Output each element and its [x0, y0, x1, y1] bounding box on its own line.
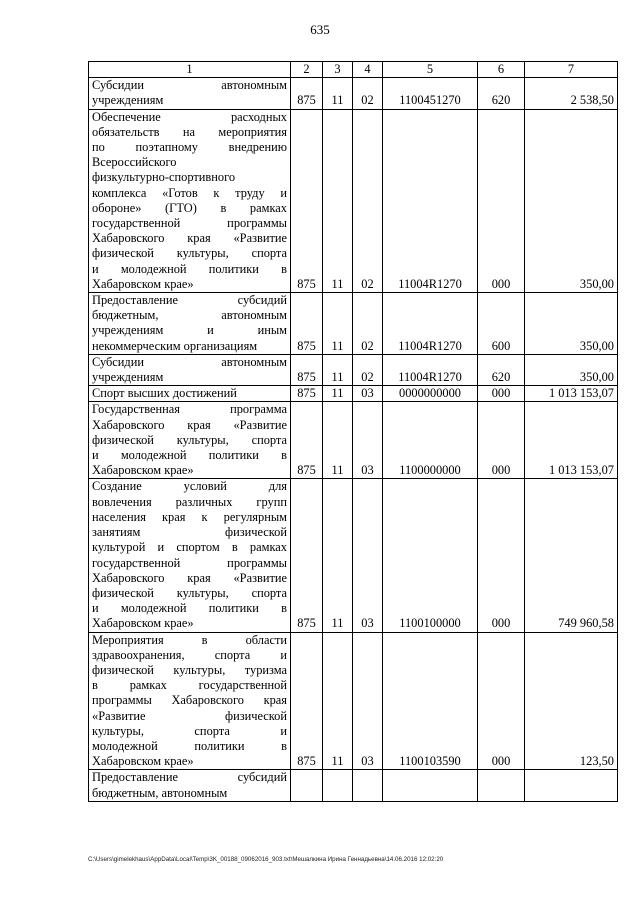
row-name-line: физической культуры, спорта: [92, 246, 287, 261]
row-name-line: культуры, спорта и: [92, 723, 287, 738]
row-name-line: Хабаровском крае»: [92, 754, 194, 769]
column-header: 5: [383, 62, 478, 78]
column-header: 4: [353, 62, 383, 78]
target-article-cell: 11004R1270: [383, 293, 478, 355]
row-name-cell: [89, 402, 291, 479]
row-name-line: обороне» (ГТО) в рамках: [92, 200, 287, 215]
page-number: 635: [310, 22, 330, 37]
row-name-cell: [89, 386, 291, 402]
table-row: [89, 293, 618, 355]
section-cell: 11: [323, 386, 353, 402]
expense-type-cell: 620: [478, 78, 525, 109]
target-article-cell: 1100000000: [383, 402, 478, 479]
expense-type-cell: 600: [478, 293, 525, 355]
target-article-cell: 0000000000: [383, 386, 478, 402]
column-header: 1: [89, 62, 291, 78]
table-row: [89, 78, 618, 109]
row-name-line: занятиям физической: [92, 525, 287, 540]
row-name-cell: [89, 632, 291, 770]
subsection-cell: 02: [353, 354, 383, 385]
column-header: 7: [525, 62, 618, 78]
row-name-line: Субсидии автономным: [92, 354, 287, 369]
row-name-line: программы Хабаровского края: [92, 693, 287, 708]
subsection-cell: 02: [353, 293, 383, 355]
amount-cell: [525, 770, 618, 801]
table-body: [89, 78, 618, 802]
section-cell: 11: [323, 354, 353, 385]
target-article-cell: 1100451270: [383, 78, 478, 109]
row-name-cell: [89, 770, 291, 801]
grbs-cell: 875: [291, 479, 323, 632]
row-name-line: населения края к регулярным: [92, 509, 287, 524]
grbs-cell: 875: [291, 386, 323, 402]
row-name-line: Хабаровского края «Развитие: [92, 570, 287, 585]
table-row: [89, 386, 618, 402]
row-name-line: государственной программы: [92, 216, 287, 231]
row-name-line: в рамках государственной: [92, 678, 287, 693]
target-article-cell: 11004R1270: [383, 109, 478, 292]
expense-type-cell: 000: [478, 109, 525, 292]
grbs-cell: 875: [291, 632, 323, 770]
table-row: [89, 402, 618, 479]
row-name-line: здравоохранения, спорта и: [92, 647, 287, 662]
row-name-cell: [89, 78, 291, 109]
amount-cell: 1 013 153,07: [525, 386, 618, 402]
row-name-line: учреждениям и иным: [92, 323, 287, 338]
expense-type-cell: 620: [478, 354, 525, 385]
expense-type-cell: 000: [478, 632, 525, 770]
expense-type-cell: 000: [478, 402, 525, 479]
row-name-line: вовлечения различных групп: [92, 494, 287, 509]
row-name-line: по поэтапному внедрению: [92, 140, 287, 155]
row-name-cell: [89, 354, 291, 385]
row-name-line: физкультурно-спортивного: [92, 170, 236, 185]
table-row: [89, 354, 618, 385]
subsection-cell: 02: [353, 109, 383, 292]
row-name-line: Всероссийского: [92, 155, 177, 170]
amount-cell: 350,00: [525, 293, 618, 355]
column-number-row: [89, 62, 618, 78]
target-article-cell: [383, 770, 478, 801]
row-name-cell: [89, 293, 291, 355]
amount-cell: 1 013 153,07: [525, 402, 618, 479]
amount-cell: 350,00: [525, 109, 618, 292]
row-name-line: некоммерческим организациям: [92, 338, 258, 353]
grbs-cell: 875: [291, 402, 323, 479]
row-name-cell: [89, 479, 291, 632]
subsection-cell: 03: [353, 402, 383, 479]
row-name-line: Субсидии автономным: [92, 78, 287, 93]
row-name-line: физической культуры, туризма: [92, 662, 287, 677]
amount-cell: 749 960,58: [525, 479, 618, 632]
row-name-line: «Развитие физической: [92, 708, 287, 723]
row-name-line: Создание условий для: [92, 479, 287, 494]
subsection-cell: 03: [353, 632, 383, 770]
row-name-line: Государственная программа: [92, 402, 287, 417]
row-name-line: Хабаровском крае»: [92, 463, 194, 478]
table-row: [89, 632, 618, 770]
row-name-line: бюджетным, автономным: [92, 308, 287, 323]
row-name-line: учреждениям: [92, 370, 164, 385]
row-name-line: Обеспечение расходных: [92, 109, 287, 124]
section-cell: [323, 770, 353, 801]
target-article-cell: 11004R1270: [383, 354, 478, 385]
table-row: [89, 770, 618, 801]
row-name-line: и молодежной политики в: [92, 448, 287, 463]
row-name-line: Хабаровском крае»: [92, 616, 194, 631]
subsection-cell: 02: [353, 78, 383, 109]
row-name-line: Предоставление субсидий: [92, 293, 287, 308]
grbs-cell: 875: [291, 354, 323, 385]
expense-type-cell: [478, 770, 525, 801]
row-name-line: Хабаровского края «Развитие: [92, 231, 287, 246]
column-header: 2: [291, 62, 323, 78]
section-cell: 11: [323, 78, 353, 109]
expense-type-cell: 000: [478, 386, 525, 402]
budget-table: [88, 61, 618, 802]
section-cell: 11: [323, 479, 353, 632]
row-name-line: молодежной политики в: [92, 738, 287, 753]
row-name-line: Хабаровского края «Развитие: [92, 417, 287, 432]
row-name-line: физической культуры, спорта: [92, 585, 287, 600]
row-name-line: обязательств на мероприятия: [92, 124, 287, 139]
column-header: 3: [323, 62, 353, 78]
amount-cell: 2 538,50: [525, 78, 618, 109]
grbs-cell: 875: [291, 293, 323, 355]
expense-type-cell: 000: [478, 479, 525, 632]
section-cell: 11: [323, 402, 353, 479]
row-name-line: физической культуры, спорта: [92, 432, 287, 447]
amount-cell: 350,00: [525, 354, 618, 385]
row-name-line: Мероприятия в области: [92, 632, 287, 647]
column-header: 6: [478, 62, 525, 78]
section-cell: 11: [323, 293, 353, 355]
row-name-line: Предоставление субсидий: [92, 770, 287, 785]
target-article-cell: 1100103590: [383, 632, 478, 770]
row-name-line: учреждениям: [92, 93, 164, 108]
table-row: [89, 479, 618, 632]
grbs-cell: 875: [291, 109, 323, 292]
target-article-cell: 1100100000: [383, 479, 478, 632]
table-row: [89, 109, 618, 292]
footer-file-path: C:\Users\gimelekhaus\AppData\Local\Temp\3K_00188_09062016_903.txt\Мешалкина Ирина Геннадьевна\14.06.2016 12:02:20: [88, 856, 444, 863]
row-name-line: бюджетным, автономным: [92, 785, 228, 800]
grbs-cell: [291, 770, 323, 801]
section-cell: 11: [323, 109, 353, 292]
row-name-line: Спорт высших достижений: [92, 386, 237, 401]
row-name-line: культурой и спортом в рамках: [92, 540, 287, 555]
row-name-line: государственной программы: [92, 555, 287, 570]
section-cell: 11: [323, 632, 353, 770]
row-name-cell: [89, 109, 291, 292]
row-name-line: и молодежной политики в: [92, 601, 287, 616]
subsection-cell: 03: [353, 386, 383, 402]
row-name-line: и молодежной политики в: [92, 261, 287, 276]
subsection-cell: 03: [353, 479, 383, 632]
row-name-line: Хабаровском крае»: [92, 276, 194, 291]
subsection-cell: [353, 770, 383, 801]
amount-cell: 123,50: [525, 632, 618, 770]
row-name-line: комплекса «Готов к труду и: [92, 185, 287, 200]
grbs-cell: 875: [291, 78, 323, 109]
